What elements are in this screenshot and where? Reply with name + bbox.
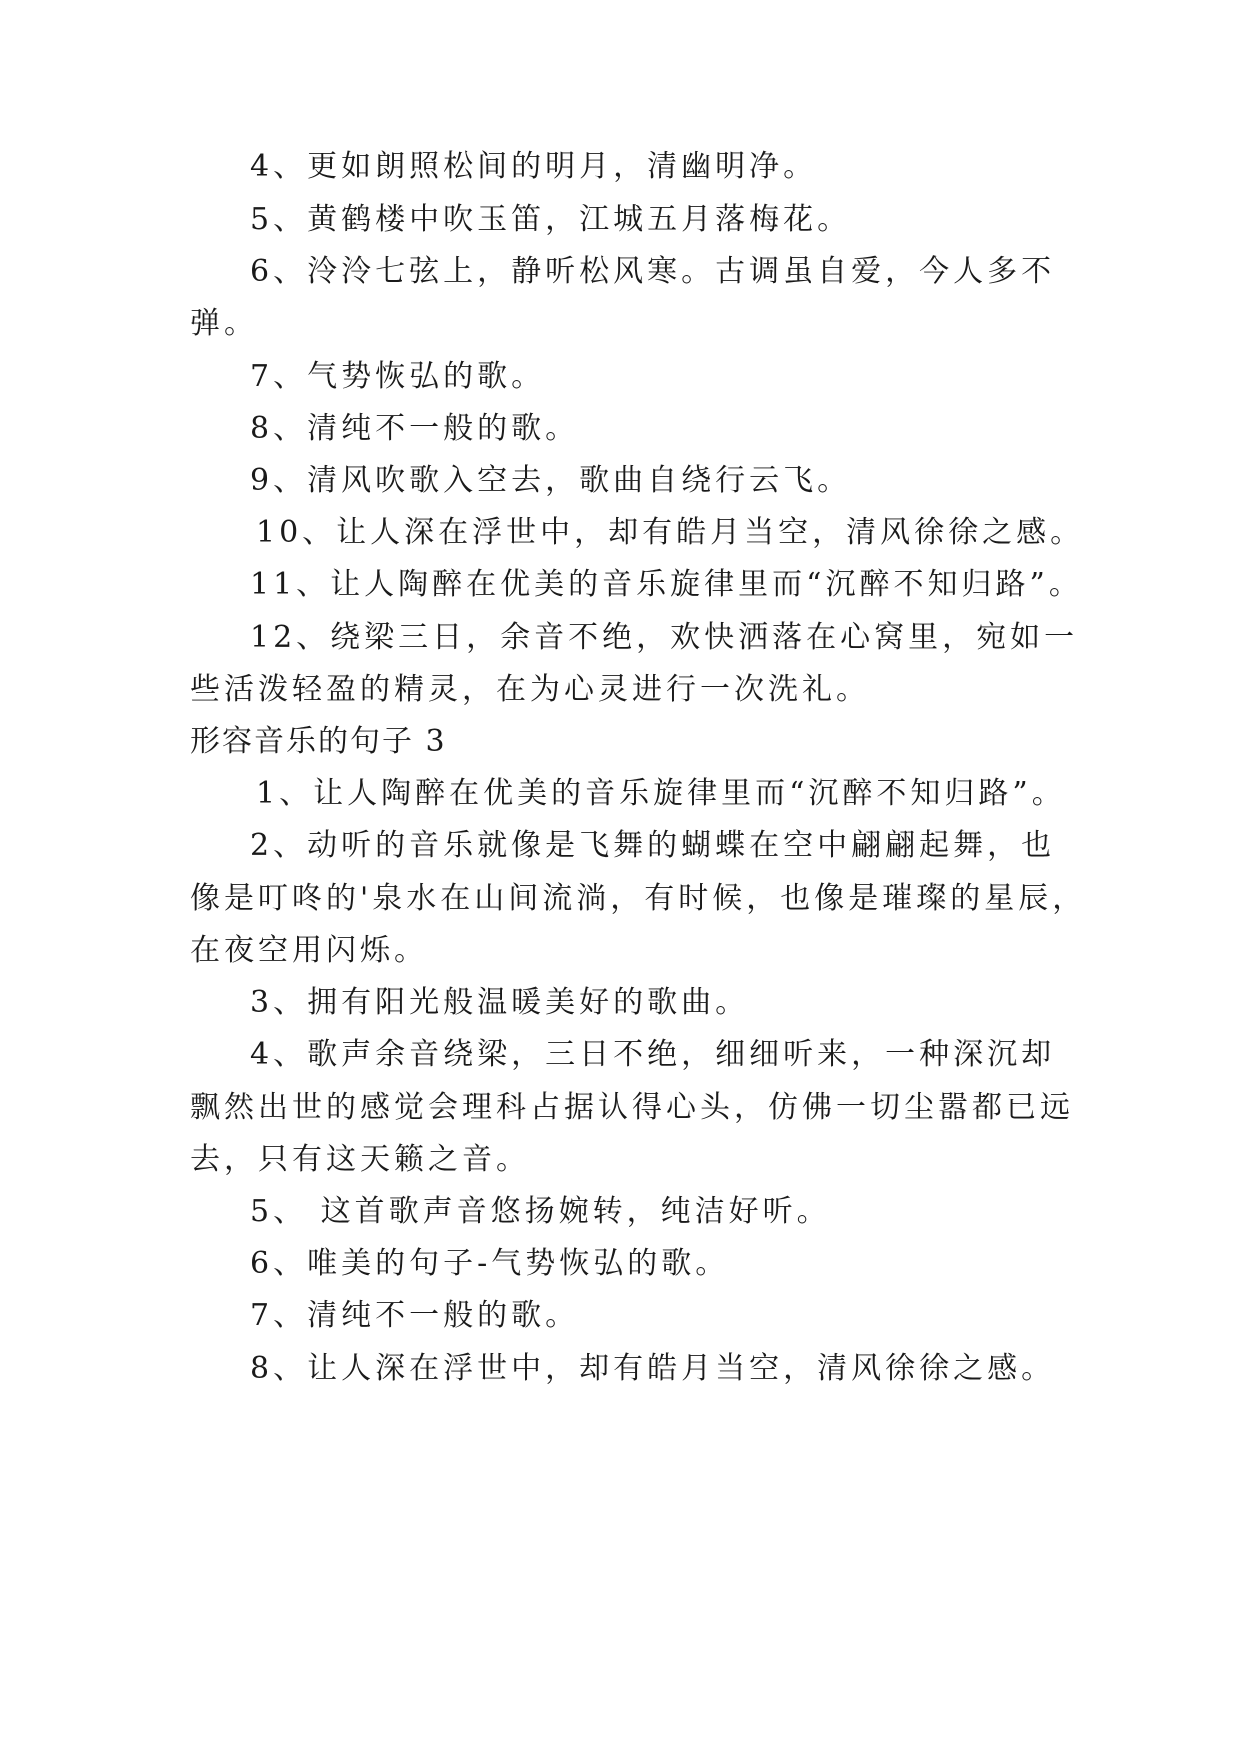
text-line: 5、黄鹤楼中吹玉笛，江城五月落梅花。 [250, 202, 852, 237]
text-line: 7、清纯不一般的歌。 [250, 1298, 580, 1333]
text-line: 像是叮咚的'泉水在山间流淌，有时候，也像是璀璨的星辰， [190, 881, 1087, 916]
text-line: 飘然出世的感觉会理科占据认得心头，仿佛一切尘嚣都已远 [190, 1090, 1074, 1125]
text-line: 9、清风吹歌入空去，歌曲自绕行云飞。 [250, 463, 852, 498]
section-heading: 形容音乐的句子 3 [190, 724, 447, 759]
text-line: 些活泼轻盈的精灵，在为心灵进行一次洗礼。 [190, 672, 870, 707]
text-line: 3、拥有阳光般温暖美好的歌曲。 [250, 985, 750, 1020]
text-line: 4、歌声余音绕梁，三日不绝，细细听来，一种深沉却 [250, 1037, 1056, 1072]
text-line: 8、让人深在浮世中，却有皓月当空，清风徐徐之感。 [250, 1351, 1056, 1386]
text-line: 5、 这首歌声音悠扬婉转，纯洁好听。 [250, 1194, 831, 1229]
text-line: 6、唯美的句子-气势恢弘的歌。 [250, 1246, 730, 1281]
text-line: 6、泠泠七弦上，静听松风寒。古调虽自爱，今人多不 [250, 254, 1056, 289]
text-line: 1、让人陶醉在优美的音乐旋律里而“沉醉不知归路”。 [256, 776, 1066, 811]
text-line: 去，只有这天籁之音。 [190, 1142, 530, 1177]
text-line: 在夜空用闪烁。 [190, 933, 428, 968]
text-line: 2、动听的音乐就像是飞舞的蝴蝶在空中翩翩起舞，也 [250, 828, 1056, 863]
text-line: 弹。 [190, 306, 258, 341]
text-line: 8、清纯不一般的歌。 [250, 411, 580, 446]
text-line: 4、更如朗照松间的明月，清幽明净。 [250, 149, 818, 184]
text-line: 7、气势恢弘的歌。 [250, 359, 546, 394]
text-line: 12、绕梁三日，余音不绝，欢快洒落在心窝里，宛如一 [250, 620, 1079, 655]
text-line: 10、让人深在浮世中，却有皓月当空，清风徐徐之感。 [256, 515, 1085, 550]
text-line: 11、让人陶醉在优美的音乐旋律里而“沉醉不知归路”。 [250, 567, 1083, 602]
